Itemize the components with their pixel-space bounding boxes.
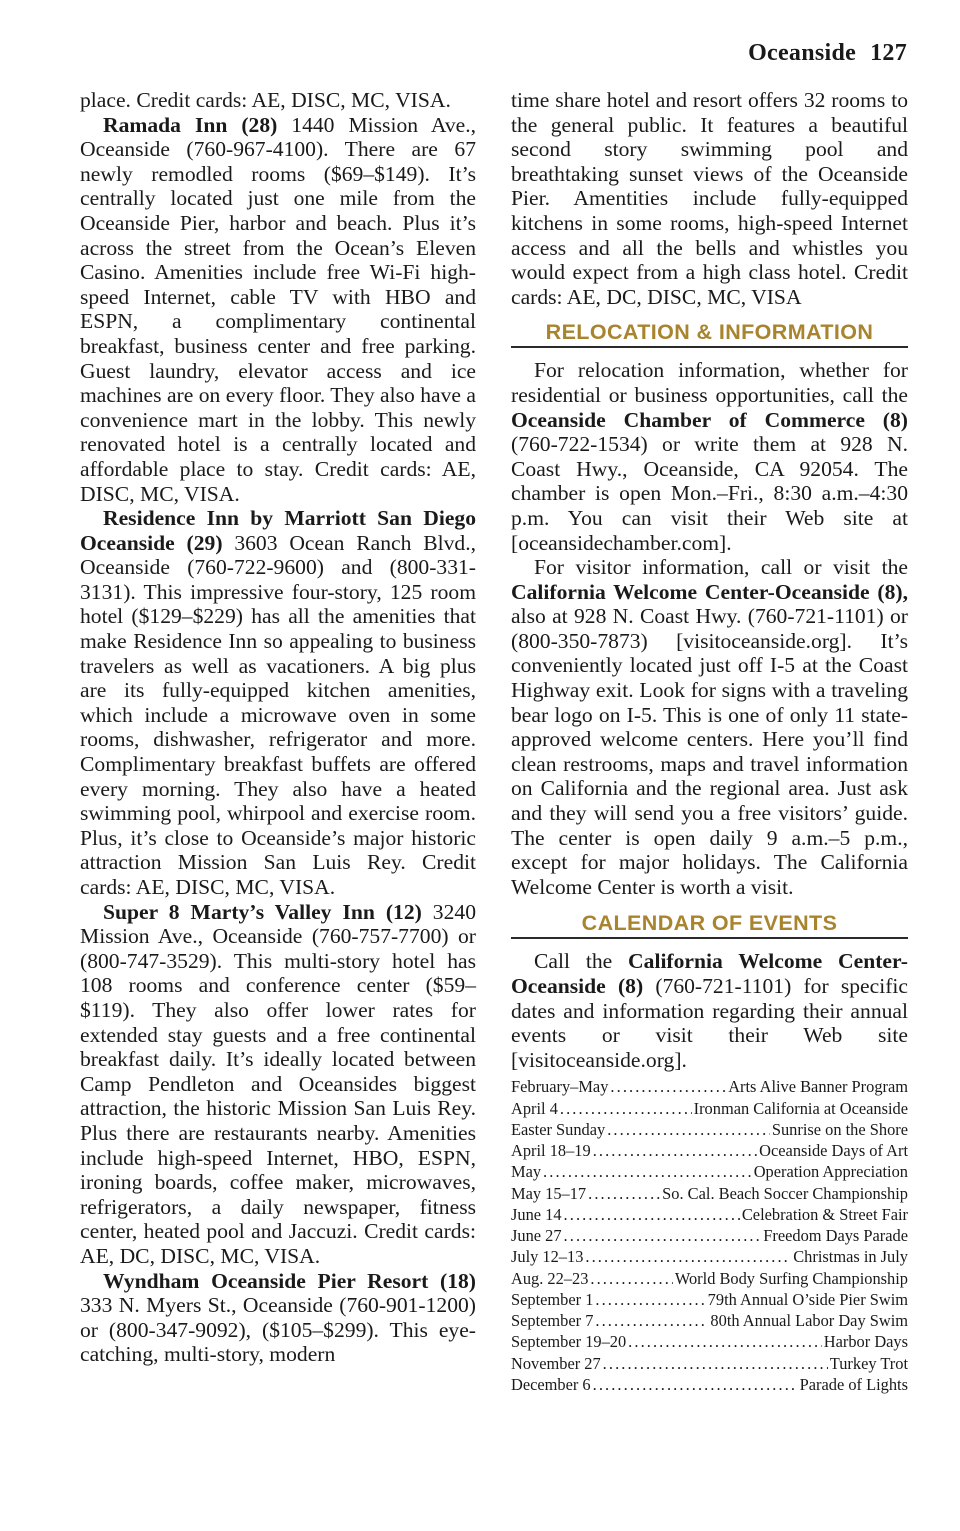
right-column xyxy=(511,88,908,1395)
event-date: July 12–13 xyxy=(511,1247,584,1267)
event-row xyxy=(511,1204,908,1225)
bold-run: California Welcome Center-Oceanside (8), xyxy=(511,579,908,604)
dot-leader xyxy=(564,1225,762,1246)
event-name: Celebration & Street Fair xyxy=(741,1204,908,1224)
event-row xyxy=(511,1119,908,1140)
events-list xyxy=(511,1076,908,1395)
event-name: Harbor Days xyxy=(823,1332,908,1352)
event-row xyxy=(511,1331,908,1352)
dot-leader xyxy=(595,1310,708,1331)
event-row xyxy=(511,1268,908,1289)
event-row xyxy=(511,1246,908,1267)
listing-name: Wyndham Oceanside Pier Resort (18) xyxy=(103,1268,476,1293)
dot-leader xyxy=(603,1353,828,1374)
listing-name: Super 8 Marty’s Valley Inn (12) xyxy=(103,899,422,924)
listing-name: Residence Inn by Marriott San Diego Oceanside (29) xyxy=(80,506,476,555)
paragraph-continuation: time share hotel and resort offers 32 rooms to the general public. It features a beautiful second story swimming pool and breathtaking sunset views of the Oceanside Pier. Amentities include fully-equipped kitchens in some rooms, high-speed Internet access and all the bells and whistles you would expect from a high class hotel. Credit cards: AE, DC, DISC, MC, VISA xyxy=(511,88,908,309)
event-name: Oceanside Days of Art xyxy=(759,1141,908,1161)
section-heading-relocation: RELOCATION & INFORMATION xyxy=(511,320,908,348)
listing-super8 xyxy=(80,900,476,1269)
event-date: September 1 xyxy=(511,1289,594,1309)
event-date: June 14 xyxy=(511,1204,562,1224)
text-run: (760-721-1101) for specific dates and information regarding their annual events or visit their Web site [visitoceanside.org]. xyxy=(511,974,908,1072)
dot-leader xyxy=(564,1204,740,1225)
event-date: Easter Sunday xyxy=(511,1119,606,1139)
bold-run: Oceanside Chamber of Commerce (8) xyxy=(511,407,908,432)
dot-leader xyxy=(593,1140,757,1161)
dot-leader xyxy=(588,1183,660,1204)
dot-leader xyxy=(593,1374,798,1395)
text-run: For relocation information, whether for residential or business opportunities, call the xyxy=(511,358,908,407)
event-date: December 6 xyxy=(511,1374,591,1394)
relocation-paragraph xyxy=(511,358,908,555)
dot-leader xyxy=(590,1268,672,1289)
dot-leader xyxy=(585,1246,791,1267)
event-row xyxy=(511,1310,908,1331)
event-date: September 7 xyxy=(511,1311,594,1331)
dot-leader xyxy=(560,1098,692,1119)
event-row xyxy=(511,1161,908,1182)
section-heading-calendar: CALENDAR OF EVENTS xyxy=(511,911,908,939)
text-run: also at 928 N. Coast Hwy. (760-721-1101) or (800-350-7873) [visitoceanside.org]. It’s conveniently located just off I-5 at the Coast Highway exit. Look for signs with a traveling bear logo on I-5. This is one of only 11 state-approved welcome centers. Here you’ll find clean restrooms, maps and travel information on California and the regional area. Just ask and they will send you a free visitors’ guide. The center is open daily 9 a.m.–5 p.m., except for major holidays. The California Welcome Center is worth a visit. xyxy=(511,604,908,899)
event-date: Aug. 22–23 xyxy=(511,1268,589,1288)
event-name: World Body Surfing Championship xyxy=(674,1268,908,1288)
dot-leader xyxy=(543,1161,752,1182)
calendar-intro xyxy=(511,949,908,1072)
header-title: Oceanside xyxy=(748,40,857,66)
listing-text: 1440 Mission Ave., Oceanside (760-967-4100). There are 67 newly remodled rooms ($69–$149). It’s centrally located just one mile from the Oceanside Pier, harbor and beach. Plus it’s across the street from the Ocean’s Eleven Casino. Amenities include free Wi-Fi high-speed Internet, cable TV with HBO and ESPN, a complimentary continental breakfast, business center and free parking. Guest laundry, elevator access and ice machines are on every floor. They also have a convenience mart in the lobby. This newly renovated hotel is a centrally located and affordable place to stay. Credit cards: AE, DISC, MC, VISA. xyxy=(80,112,476,506)
event-date: June 27 xyxy=(511,1226,562,1246)
paragraph-continuation: place. Credit cards: AE, DISC, MC, VISA. xyxy=(80,88,451,112)
event-date: February–May xyxy=(511,1077,609,1097)
event-date: May 15–17 xyxy=(511,1183,587,1203)
event-name: Parade of Lights xyxy=(799,1374,908,1394)
event-date: November 27 xyxy=(511,1353,601,1373)
listing-name: Ramada Inn (28) xyxy=(103,112,278,137)
event-name: Freedom Days Parade xyxy=(763,1226,908,1246)
event-name: Arts Alive Banner Program xyxy=(728,1077,908,1097)
event-name: So. Cal. Beach Soccer Championship xyxy=(662,1183,908,1203)
event-row xyxy=(511,1353,908,1374)
bold-run: California Welcome Center-Oceanside (8) xyxy=(511,949,908,998)
event-row xyxy=(511,1183,908,1204)
listing-text: 3240 Mission Ave., Oceanside (760-757-7700) or (800-747-3529). This multi-story hotel has 108 rooms and conference center ($59–$119). They also offer lower rates for extended stay guests and a free continental breakfast daily. It’s ideally located between Camp Pendleton and Oceansides biggest attraction, the historic Mission San Luis Rey. Plus there are restaurants nearby. Amenities include high-speed Internet, HBO, ESPN, ironing boards, coffee maker, microwaves, refrigerators, a daily newspaper, fitness center, heated pool and Jaccuzi. Credit cards: AE, DC, DISC, MC, VISA. xyxy=(80,899,476,1268)
event-date: April 4 xyxy=(511,1098,558,1118)
dot-leader xyxy=(595,1289,705,1310)
dot-leader xyxy=(628,1331,822,1352)
text-run: (760-722-1534) or write them at 928 N. Coast Hwy., Oceanside, CA 92054. The chamber is open Mon.–Fri., 8:30 a.m.–4:30 p.m. You can visit their Web site at [oceansidechamber.com]. xyxy=(511,432,908,555)
event-name: Christmas in July xyxy=(793,1247,908,1267)
listing-text: 333 N. Myers St., Oceanside (760-901-1200) or (800-347-9092), ($105–$299). This eye-catching, multi-story, modern xyxy=(80,1293,476,1367)
event-row xyxy=(511,1289,908,1310)
event-name: Turkey Trot xyxy=(829,1353,908,1373)
listing-residence-inn xyxy=(80,506,476,900)
visitor-paragraph xyxy=(511,555,908,899)
left-column xyxy=(80,88,476,1367)
event-date: April 18–19 xyxy=(511,1141,591,1161)
event-row xyxy=(511,1098,908,1119)
page-number: 127 xyxy=(870,40,907,66)
dot-leader xyxy=(610,1076,726,1097)
event-row xyxy=(511,1225,908,1246)
text-run: For visitor information, call or visit the xyxy=(534,555,908,580)
event-name: Sunrise on the Shore xyxy=(771,1119,908,1139)
listing-text: 3603 Ocean Ranch Blvd., Oceanside (760-722-9600) and (800-331-3131). This impressive four-story, 125 room hotel ($129–$229) has all the amenities that make Residence Inn so appealing to business travelers as well as vacationers. A big plus are its fully-equipped kitchen amenities, which include a microwave oven in some rooms, dishwasher, refrigerator and more. Complimentary breakfast buffets are offered every morning. They also have a heated swimming pool, whirpool and exercise room. Plus, it’s close to Oceanside’s major historic attraction Mission San Luis Rey. Credit cards: AE, DISC, MC, VISA. xyxy=(80,530,476,899)
event-name: 79th Annual O’side Pier Swim xyxy=(707,1289,908,1309)
event-row xyxy=(511,1076,908,1097)
running-header xyxy=(748,40,907,67)
listing-ramada xyxy=(80,113,476,507)
event-name: Ironman California at Oceanside xyxy=(693,1098,908,1118)
text-run: Call the xyxy=(534,949,629,974)
event-name: 80th Annual Labor Day Swim xyxy=(710,1311,908,1331)
event-date: May xyxy=(511,1162,542,1182)
listing-wyndham xyxy=(80,1269,476,1367)
event-row xyxy=(511,1140,908,1161)
event-date: September 19–20 xyxy=(511,1332,627,1352)
dot-leader xyxy=(607,1119,770,1140)
event-name: Operation Appreciation xyxy=(753,1162,908,1182)
event-row xyxy=(511,1374,908,1395)
